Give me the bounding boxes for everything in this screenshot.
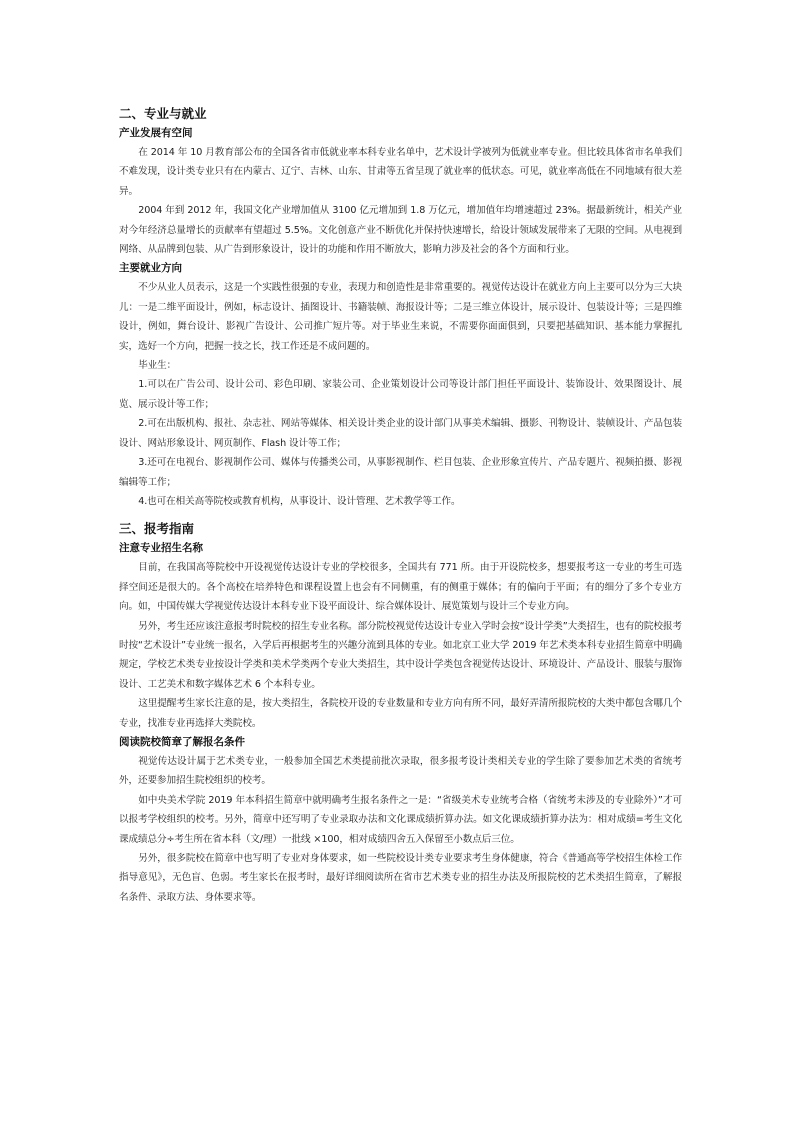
paragraph: 不少从业人员表示，这是一个实践性很强的专业，表现力和创造性是非常重要的。视觉传达设计在就业方向上主要可以分为三大块儿：一是二维平面设计，例如，标志设计、插图设计、书籍装帧、海报设计等；二是三维立体设计，展示设计、包装设计等；三是四维设计，例如，舞台设计、影视广告设计、公司推广短片等。对于毕业生来说，不需要你面面俱到，只要把基础知识、基本能力掌握扎实，选好一个方向，把握一技之长，找工作还是不成问题的。 [119, 282, 682, 352]
paragraph: 毕业生： [138, 360, 177, 372]
paragraph: 2004 年到 2012 年，我国文化产业增加值从 3100 亿元增加到 1.8 万亿元，增加值年均增速超过 23%。据最新统计，相关产业对今年经济总量增长的贡献率有望超过 5.5%。文化创意产业不断优化并保持快速增长，给设计领域发展带来了无限的空间。从电视到网络、从品牌到包装、从广告到形象设计，设计的功能和作用不断放大，影响力涉及社会的各个方面和行业。 [119, 205, 682, 256]
paragraph: 另外，很多院校在简章中也写明了专业对身体要求，如一些院校设计类专业要求考生身体健康，符合《普通高等学校招生体检工作指导意见》，无色盲、色弱。考生家长在报考时，最好详细阅读所在省市艺术类专业的招生办法及所报院校的艺术类招生简章，了解报名条件、录取方法、身体要求等。 [119, 853, 682, 903]
list-item: 4.也可在相关高等院校或教育机构，从事设计、设计管理、艺术教学等工作。 [138, 495, 461, 507]
section-heading-guide: 三、报考指南 [119, 521, 195, 537]
list-item: 1.可以在广告公司、设计公司、彩色印刷、家装公司、企业策划设计公司等设计部门担任平面设计、装饰设计、效果图设计、展览、展示设计等工作； [119, 379, 682, 410]
document-page [119, 104, 692, 907]
subheading-admission-requirements: 阅读院校简章了解报名条件 [119, 735, 245, 748]
subheading-industry-space: 产业发展有空间 [119, 127, 193, 139]
list-item: 2.可在出版机构、报社、杂志社、网站等媒体、相关设计类企业的设计部门从事美术编辑、摄影、刊物设计、装帧设计、产品包装设计、网站形象设计、网页制作、Flash 设计等工作； [119, 418, 682, 449]
paragraph: 在 2014 年 10 月教育部公布的全国各省市低就业率本科专业名单中，艺术设计学被列为低就业率专业。但比较具体省市名单我们不难发现，设计类专业只有在内蒙古、辽宁、吉林、山东、甘肃等五省呈现了就业率的低状态。可见，就业率高低在不同地域有很大差异。 [119, 147, 682, 197]
paragraph: 目前，在我国高等院校中开设视觉传达设计专业的学校很多，全国共有 771 所。由于开设院校多，想要报考这一专业的考生可选择空间还是很大的。各个高校在培养特色和课程设置上也会有不同侧重，有的侧重于媒体；有的偏向于平面；有的细分了多个专业方向。如，中国传媒大学视觉传达设计本科专业下设平面设计、综合媒体设计、展览策划与设计三个专业方向。 [119, 562, 682, 613]
subheading-program-names: 注意专业招生名称 [119, 542, 203, 555]
list-item: 3.还可在电视台、影视制作公司、媒体与传播类公司，从事影视制作、栏目包装、企业形象宣传片、产品专题片、视频拍摄、影视编辑等工作； [119, 457, 682, 488]
paragraph: 这里提醒考生家长注意的是，按大类招生，各院校开设的专业数量和专业方向有所不同，最好弄清所报院校的大类中都包含哪几个专业，找准专业再选择大类院校。 [119, 698, 682, 729]
subheading-career-directions: 主要就业方向 [119, 262, 182, 275]
paragraph: 另外，考生还应该注意报考时院校的招生专业名称。部分院校视觉传达设计专业入学时会按“设计学类”大类招生，也有的院校报考时按“艺术设计”专业统一报名，入学后再根据考生的兴趣分流到具体的专业。如北京工业大学 2019 年艺术类本科专业招生简章中明确 规定，学校艺术类专业按设计学类和美术学类两个专业大类招生，其中设计学类包含视觉传达设计、环境设计、产品设计、服装与服饰设计、工艺美术和数字媒体艺术 6 个本科专业。 [119, 620, 692, 690]
section-heading-employment: 二、专业与就业 [119, 106, 207, 121]
paragraph: 如中央美术学院 2019 年本科招生简章中就明确考生报名条件之一是：“省级美术专业统考合格（省统考未涉及的专业除外）”才可以报考学校组织的校考。另外，简章中还写明了专业录取办法和文化课成绩折算办法。如文化课成绩折算办法为：相对成绩=考生文化课成绩总分÷考生所在省本科（文/理）一批线 ×100，相对成绩四舍五入保留至小数点后三位。 [119, 794, 682, 845]
paragraph: 视觉传达设计属于艺术类专业，一般参加全国艺术类提前批次录取，很多报考设计类相关专业的学生除了要参加艺术类的省统考外，还要参加招生院校组织的校考。 [119, 755, 682, 787]
